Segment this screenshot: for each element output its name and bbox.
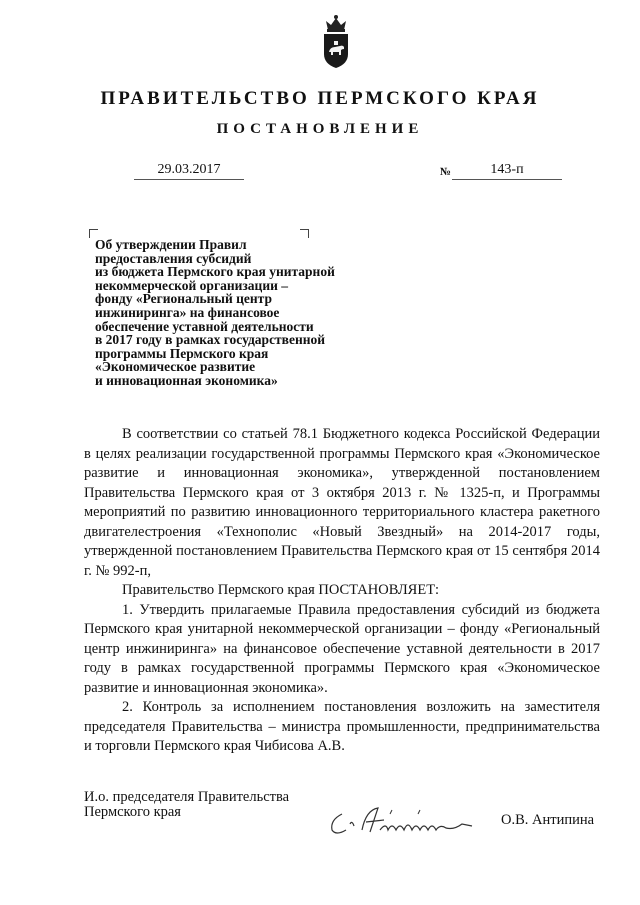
signatory-position-line: И.о. председателя Правительства <box>84 789 290 805</box>
preamble-paragraph: В соответствии со статьей 78.1 Бюджетного кодекса Российской Федерации в целях реализации государственной программы Пермского края «Экономическое развитие и инновационная экономика», утвержденной постановлением Правительства Пермского края от 3 октября 2013 г. № 1325-п, и Программы мероприятий по развитию инновационного территориального кластера ракетного двигателестроения «Технополис «Новый Звездный» на 2014-2017 годы, утвержденной постановлением Правительства Пермского края от 15 сентября 2014 г. № 992-п, <box>84 426 600 579</box>
subject-line: обеспечение уставной деятельности <box>95 318 314 334</box>
subject-corner-right <box>300 229 309 238</box>
subject-line: из бюджета Пермского края унитарной <box>95 264 335 280</box>
subject-line: Об утверждении Правил <box>95 237 247 252</box>
government-title: ПРАВИТЕЛЬСТВО ПЕРМСКОГО КРАЯ <box>100 88 540 109</box>
resolution-paragraph: Правительство Пермского края ПОСТАНОВЛЯЕТ: <box>122 582 440 598</box>
subject-line: предоставления субсидий <box>95 250 252 266</box>
subject-line: некоммерческой организации – <box>95 277 289 293</box>
subject-line: «Экономическое развитие <box>95 359 256 375</box>
subject-line: инжиниринга» на финансовое <box>95 304 280 320</box>
subject-line: программы Пермского края <box>95 345 269 361</box>
signatory-position <box>84 790 289 820</box>
document-date: 29.03.2017 <box>134 162 244 180</box>
number-sign: № <box>440 166 452 178</box>
document-body <box>84 425 600 757</box>
item-2-paragraph: 2. Контроль за исполнением постановления возложить на заместителя председателя Правительства – министра промышленности, предпринимательства и торговли Пермского края Чибисова А.В. <box>84 699 600 754</box>
subject-line: и инновационная экономика» <box>95 372 278 388</box>
item-1-paragraph: 1. Утвердить прилагаемые Правила предоставления субсидий из бюджета Пермского края унитарной некоммерческой организации – фонду «Региональный центр инжиниринга» на финансовое обеспечение уставной деятельности в 2017 году в рамках государственной программы Пермского края «Экономическое развитие и инновационная экономика». <box>84 601 600 696</box>
document-type: ПОСТАНОВЛЕНИЕ <box>216 121 424 137</box>
handwritten-signature-icon <box>322 800 502 840</box>
document-subject <box>95 238 385 388</box>
perm-krai-coat-of-arms-icon <box>321 14 351 70</box>
subject-line: в 2017 году в рамках государственной <box>95 332 326 348</box>
signatory-position-line: Пермского края <box>84 804 181 820</box>
document-number: 143-п <box>452 162 562 180</box>
signer-name: О.В. Антипина <box>501 812 595 828</box>
subject-line: фонду «Региональный центр <box>95 291 272 307</box>
